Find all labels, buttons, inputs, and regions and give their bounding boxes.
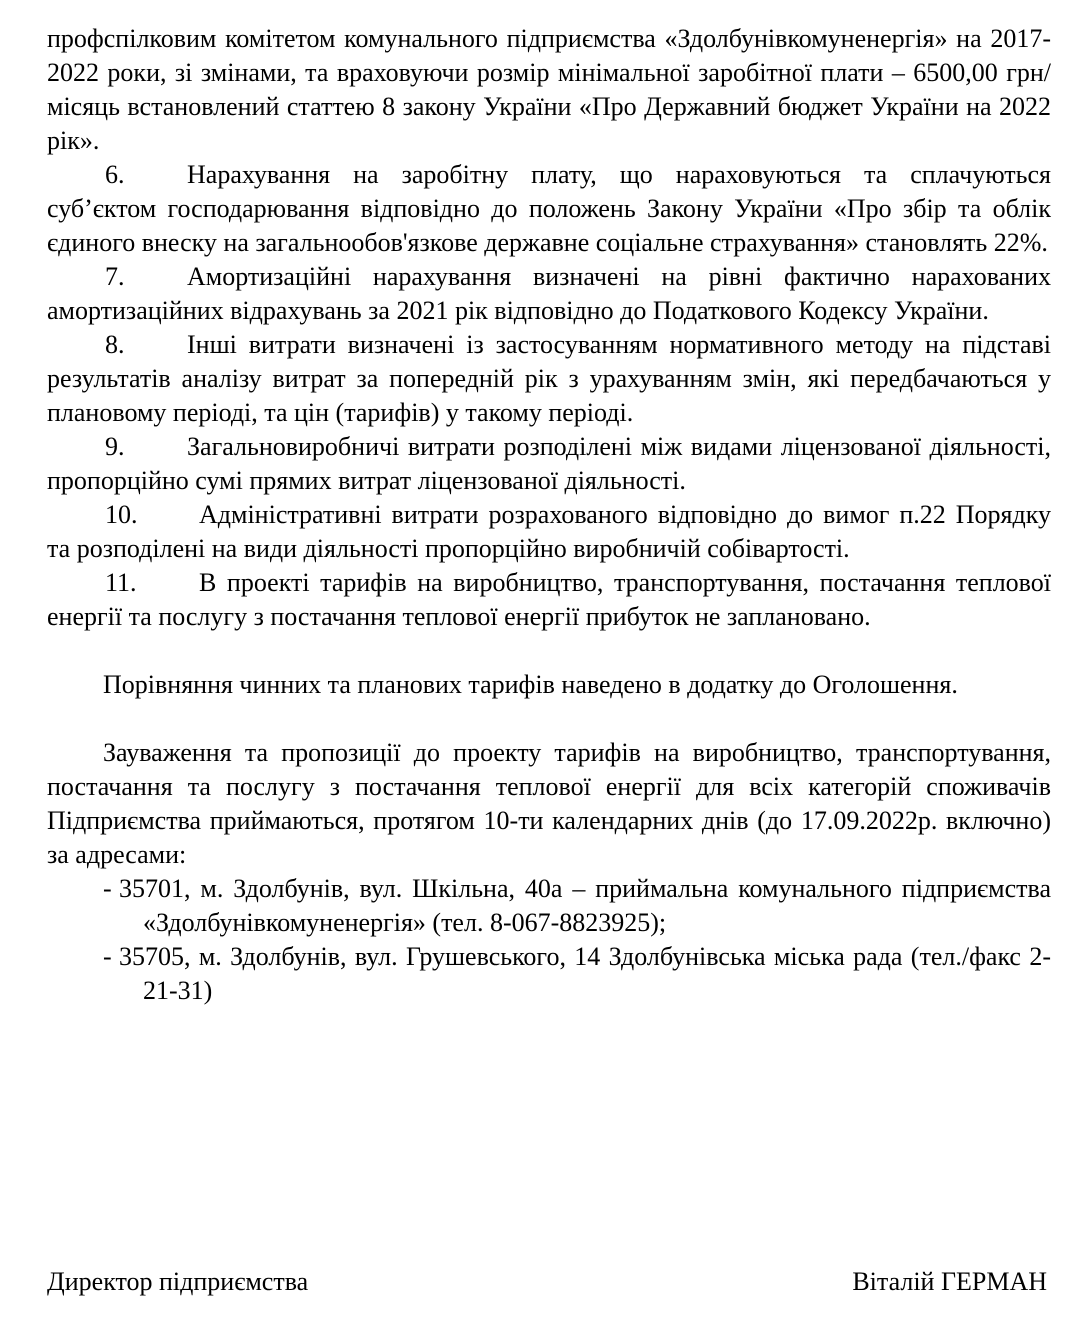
address-item-2 xyxy=(47,940,1051,1008)
item-text: Амортизаційні нарахування визначені на рівні фактично нарахованих амортизаційних відрахувань за 2021 рік відповідно до Податкового Кодексу України. xyxy=(47,262,1051,325)
item-text: Загальновиробничі витрати розподілені між видами ліцензованої діяльності, пропорційно сумі прямих витрат ліцензованої діяльності. xyxy=(47,432,1051,495)
address-text: 35701, м. Здолбунів, вул. Шкільна, 40а – приймальна комунального підприємства «Здолбунівкомуненергія» (тел. 8-067-8823925); xyxy=(119,874,1051,937)
list-item-6 xyxy=(47,158,1051,260)
list-item-10 xyxy=(47,498,1051,566)
item-number: 10. xyxy=(105,500,138,529)
list-item-9 xyxy=(47,430,1051,498)
dash-bullet: - xyxy=(103,942,112,971)
item-number: 11. xyxy=(105,568,137,597)
address-text: 35705, м. Здолбунів, вул. Грушевського, 14 Здолбунівська міська рада (тел./факс 2-21-31) xyxy=(119,942,1051,1005)
item-number: 8. xyxy=(105,330,125,359)
item-text: В проекті тарифів на виробництво, транспортування, постачання теплової енергії та послугу з постачання теплової енергії прибуток не заплановано. xyxy=(47,568,1051,631)
item-number: 9. xyxy=(105,432,125,461)
document-body xyxy=(47,22,1051,1008)
list-item-11 xyxy=(47,566,1051,634)
signatory-name: Віталій ГЕРМАН xyxy=(852,1267,1047,1296)
signatory-position: Директор підприємства xyxy=(47,1267,309,1296)
item-text: Інші витрати визначені із застосуванням нормативного методу на підставі результатів аналізу витрат за попередній рік з урахуванням змін, які передбачаються у плановому періоді, та цін (тарифів) у такому періоді. xyxy=(47,330,1051,427)
spacer xyxy=(47,634,1051,668)
comparison-paragraph: Порівняння чинних та планових тарифів наведено в додатку до Оголошення. xyxy=(103,670,958,699)
address-item-1 xyxy=(47,872,1051,940)
list-item-8 xyxy=(47,328,1051,430)
remarks-paragraph: Зауваження та пропозиції до проекту тарифів на виробництво, транспортування, постачання та послугу з постачання теплової енергії для всіх категорій споживачів Підприємства приймаються, протягом 10-ти календарних днів (до 17.09.2022р. включно) за адресами: xyxy=(47,738,1051,869)
item-text: Нарахування на заробітну плату, що нараховуються та сплачуються суб’єктом господарювання відповідно до положень Закону України «Про збір та облік єдиного внеску на загальнообов'язкове державне соціальне страхування» становлять 22%. xyxy=(47,160,1051,257)
dash-bullet: - xyxy=(103,874,112,903)
item-text: Адміністративні витрати розрахованого відповідно до вимог п.22 Порядку та розподілені на види діяльності пропорційно виробничій собівартості. xyxy=(47,500,1051,563)
paragraph-continuation: профспілковим комітетом комунального підприємства «Здолбунівкомуненергія» на 2017-2022 роки, зі змінами, та враховуючи розмір мінімальної заробітної плати – 6500,00 грн/місяць встановлений статтею 8 закону України «Про Державний бюджет України на 2022 рік». xyxy=(47,24,1051,155)
item-number: 7. xyxy=(105,262,125,291)
list-item-7 xyxy=(47,260,1051,328)
spacer xyxy=(47,702,1051,736)
item-number: 6. xyxy=(105,160,125,189)
